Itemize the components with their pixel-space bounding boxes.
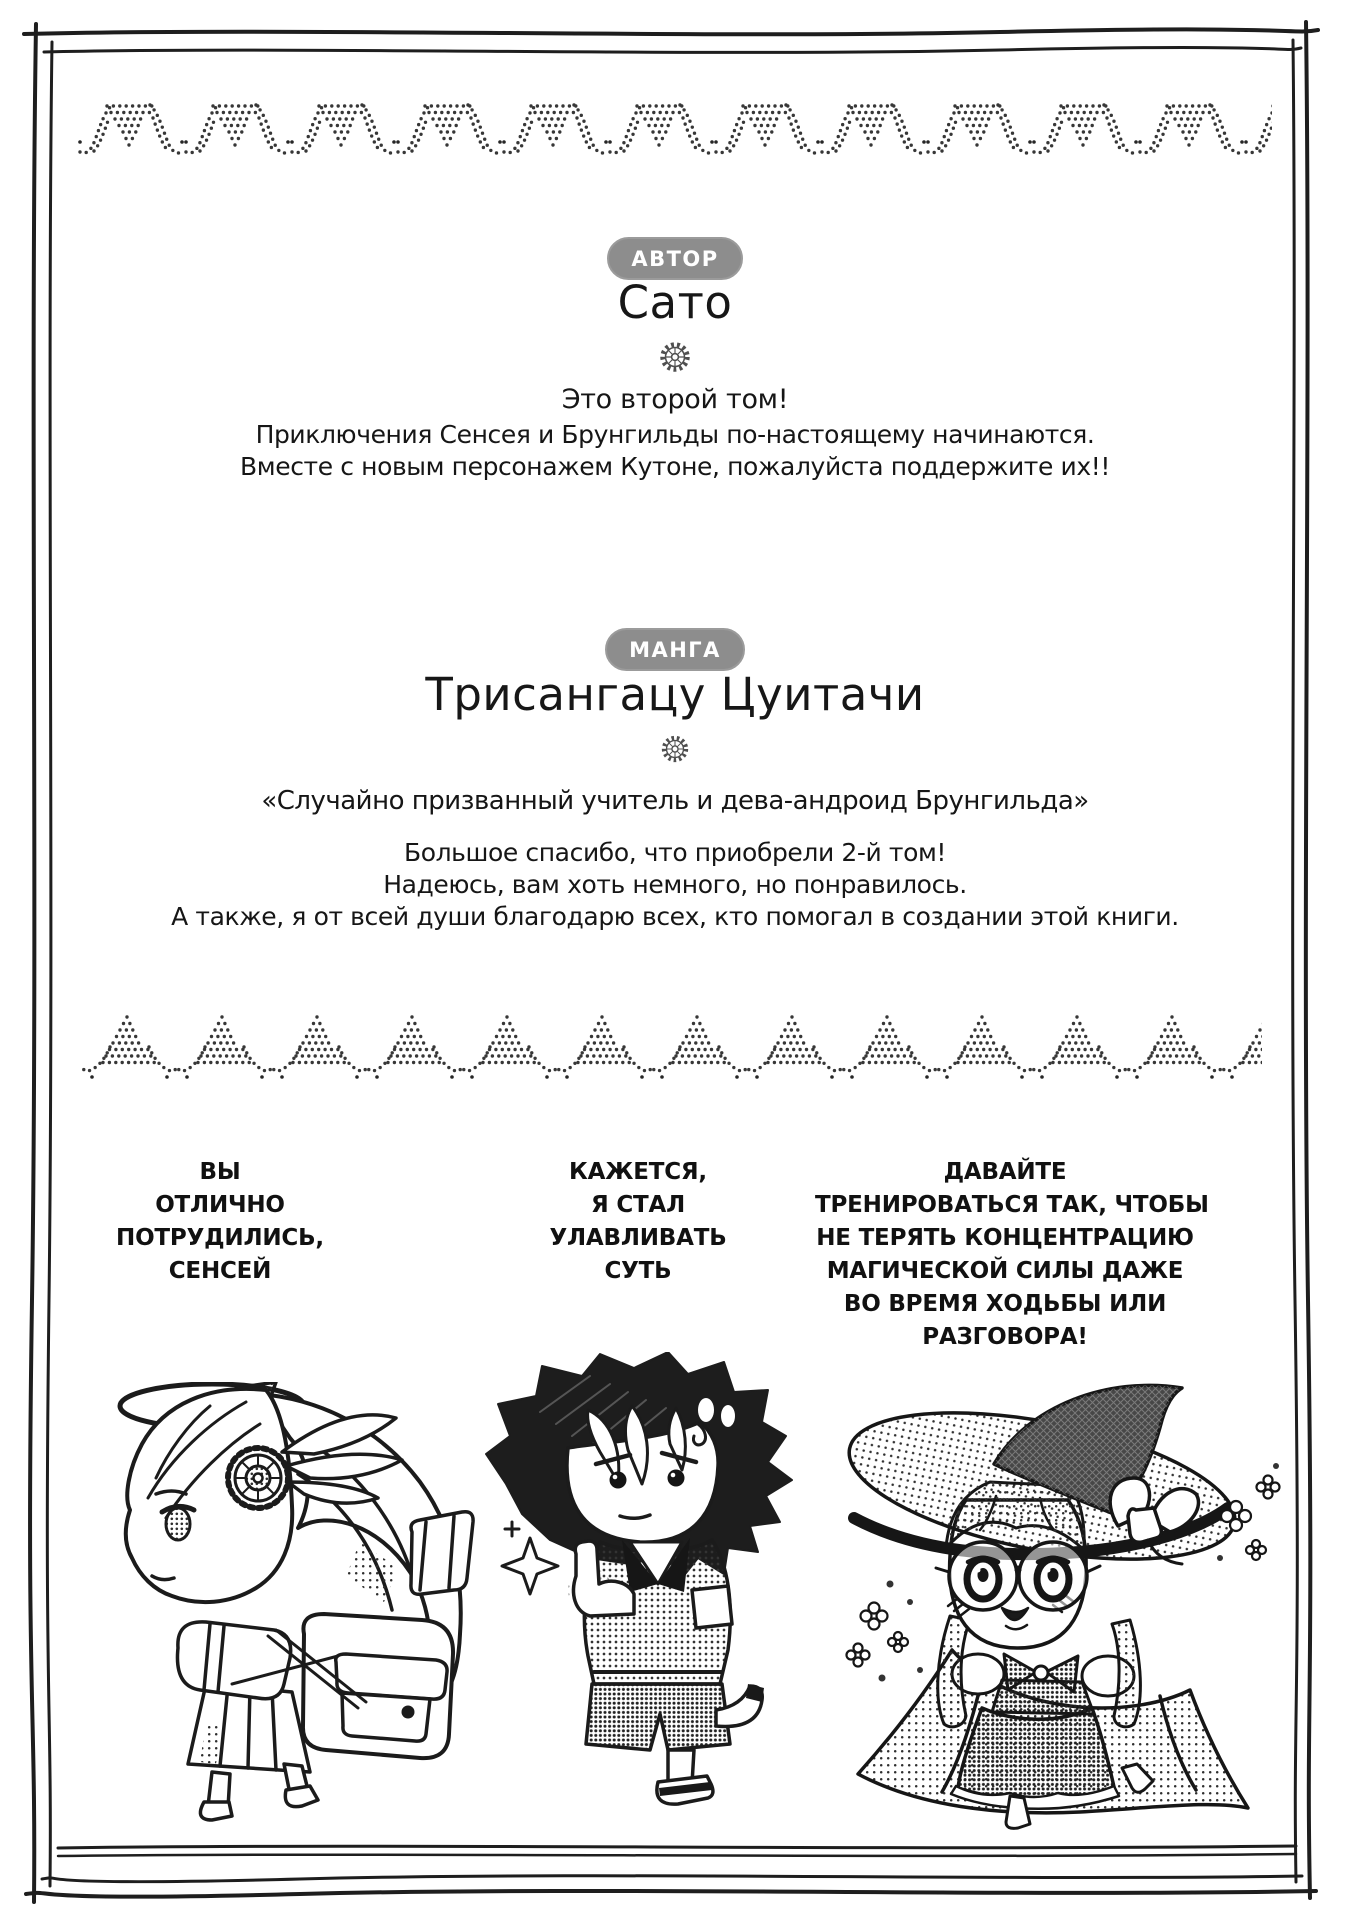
author-badge: АВТОР [607,237,742,280]
manga-text-line: Большое спасибо, что приобрели 2-й том! [403,838,947,867]
speech-line: НЕ ТЕРЯТЬ КОНЦЕНТРАЦИЮ [816,1225,1194,1251]
speech-line: ДАВАЙТЕ [943,1159,1067,1185]
character-kutone [830,1378,1310,1878]
gear-icon [656,338,694,376]
speech-line: ВО ВРЕМЯ ХОДЬБЫ ИЛИ [843,1291,1167,1317]
speech-line: СЕНСЕЙ [168,1258,272,1284]
speech-line: ОТЛИЧНО [155,1192,285,1218]
shorts [586,1684,730,1750]
speech-line: УЛАВЛИВАТЬ [549,1225,727,1251]
gear-icon [658,732,692,766]
torso [177,1622,290,1699]
character-sensei [470,1352,800,1822]
author-badge-row [0,237,1350,280]
eye [166,1508,190,1540]
character-brunhilde [60,1382,480,1914]
manga-badge: МАНГА [605,628,745,671]
author-text-line: Вместе с новым персонажем Кутоне, пожалуйста поддержите их!! [240,452,1110,481]
manga-text-line: Надеюсь, вам хоть немного, но понравилось. [383,870,967,899]
speech-line: ПОТРУДИЛИСЬ, [116,1225,324,1251]
speech-line: СУТЬ [604,1258,672,1284]
speech-line: Я СТАЛ [591,1192,685,1218]
eye [668,1470,685,1487]
eye [610,1472,627,1489]
author-text-line: Приключения Сенсея и Брунгильды по-настоящему начинаются. [255,420,1095,449]
manga-artist-name: Трисангацу Цуитачи [425,668,925,721]
speech-sensei [478,1156,798,1288]
speech-line: МАГИЧЕСКОЙ СИЛЫ ДАЖЕ [826,1258,1184,1284]
manga-badge-row [0,628,1350,671]
author-lead-line: Это второй том! [561,384,789,415]
speech-line: КАЖЕТСЯ, [569,1159,707,1185]
speech-line: ВЫ [199,1159,241,1185]
skirt [958,1708,1114,1800]
manga-title-line: «Случайно призванный учитель и дева-андроид Брунгильда» [261,786,1089,816]
speech-line: ТРЕНИРОВАТЬСЯ ТАК, ЧТОБЫ [815,1192,1209,1218]
cuff [692,1586,732,1628]
lace-band-top [78,92,1272,170]
speech-kutone [815,1156,1209,1354]
sparkle [502,1538,558,1594]
lace-band-middle [82,1005,1262,1085]
author-name: Сато [617,276,733,329]
manga-text-line: А также, я от всей души благодарю всех, кто помогал в создании этой книги. [171,902,1179,931]
speech-brunhilde [60,1156,380,1288]
speech-line: РАЗГОВОРА! [922,1324,1088,1350]
